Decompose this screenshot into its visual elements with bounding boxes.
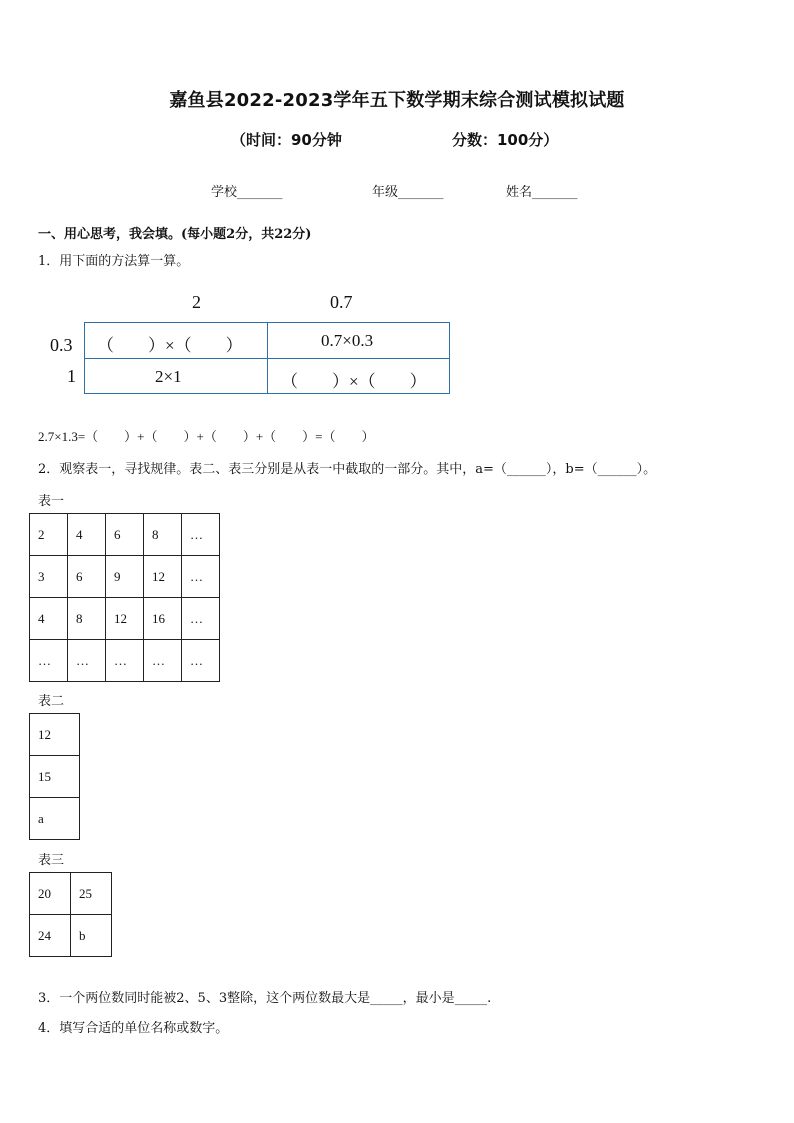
page-title: 嘉鱼县2022-2023学年五下数学期末综合测试模拟试题 [169, 90, 625, 111]
question-4: 4．填写合适的单位名称或数字。 [38, 1021, 229, 1036]
table-cell: … [182, 556, 220, 598]
table-cell: 6 [68, 556, 106, 598]
grade-field: 年级_______ [372, 185, 444, 200]
table-1-label: 表一 [38, 494, 65, 509]
table-2-label: 表二 [38, 694, 65, 709]
area-cell-bottom-left: 2×1 [155, 367, 182, 386]
table-3-label: 表三 [38, 853, 65, 868]
table-cell: … [182, 514, 220, 556]
question-1: 1．用下面的方法算一算。 [38, 254, 190, 269]
table-row [30, 598, 220, 640]
table-3 [29, 872, 112, 957]
question-2: 2．观察表一，寻找规律。表二、表三分别是从表一中截取的一部分。其中，a=（______），b=（______）。 [38, 462, 657, 477]
area-side-bottom-label: 1 [67, 366, 76, 386]
table-cell: 3 [30, 556, 68, 598]
table-row [30, 915, 112, 957]
table-cell: 15 [30, 756, 80, 798]
table-cell: … [182, 640, 220, 682]
area-top-left-label: 2 [192, 292, 201, 312]
table-row [30, 714, 80, 756]
table-cell: 9 [106, 556, 144, 598]
table-cell: … [30, 640, 68, 682]
table-cell: … [106, 640, 144, 682]
area-model-table [84, 322, 450, 394]
section-heading: 一、用心思考，我会填。(每小题2分，共22分) [38, 227, 312, 242]
table-cell: 6 [106, 514, 144, 556]
table-2 [29, 713, 80, 840]
table-row [30, 873, 112, 915]
area-top-right-label: 0.7 [330, 292, 353, 312]
table-cell: a [30, 798, 80, 840]
table-1 [29, 513, 220, 682]
table-cell: 4 [30, 598, 68, 640]
table-row [30, 756, 80, 798]
exam-time: （时间：90分钟 [231, 131, 342, 149]
table-cell: 16 [144, 598, 182, 640]
table-cell: 2 [30, 514, 68, 556]
table-cell: b [71, 915, 112, 957]
area-side-top-label: 0.3 [50, 335, 73, 355]
exam-score: 分数：100分） [452, 131, 559, 149]
table-row [30, 556, 220, 598]
table-cell: 8 [68, 598, 106, 640]
table-cell: 24 [30, 915, 71, 957]
table-row [30, 640, 220, 682]
area-cell-top-left: （ ）×（ ） [97, 336, 243, 355]
table-cell: 20 [30, 873, 71, 915]
table-cell: 12 [106, 598, 144, 640]
question-1-equation: 2.7×1.3=（ ）+（ ）+（ ）+（ ）=（ ） [38, 429, 375, 444]
table-cell: 12 [144, 556, 182, 598]
table-cell: … [182, 598, 220, 640]
area-cell-bottom-right: （ ）×（ ） [281, 372, 427, 391]
area-cell-top-right: 0.7×0.3 [321, 331, 374, 350]
school-field: 学校_______ [211, 185, 283, 200]
table-row [30, 514, 220, 556]
table-cell: … [144, 640, 182, 682]
table-cell: 4 [68, 514, 106, 556]
table-row [30, 798, 80, 840]
table-cell: … [68, 640, 106, 682]
table-cell: 12 [30, 714, 80, 756]
table-cell: 25 [71, 873, 112, 915]
name-field: 姓名_______ [506, 185, 578, 200]
question-3: 3．一个两位数同时能被2、5、3整除，这个两位数最大是_____，最小是_____. [38, 991, 492, 1006]
table-cell: 8 [144, 514, 182, 556]
